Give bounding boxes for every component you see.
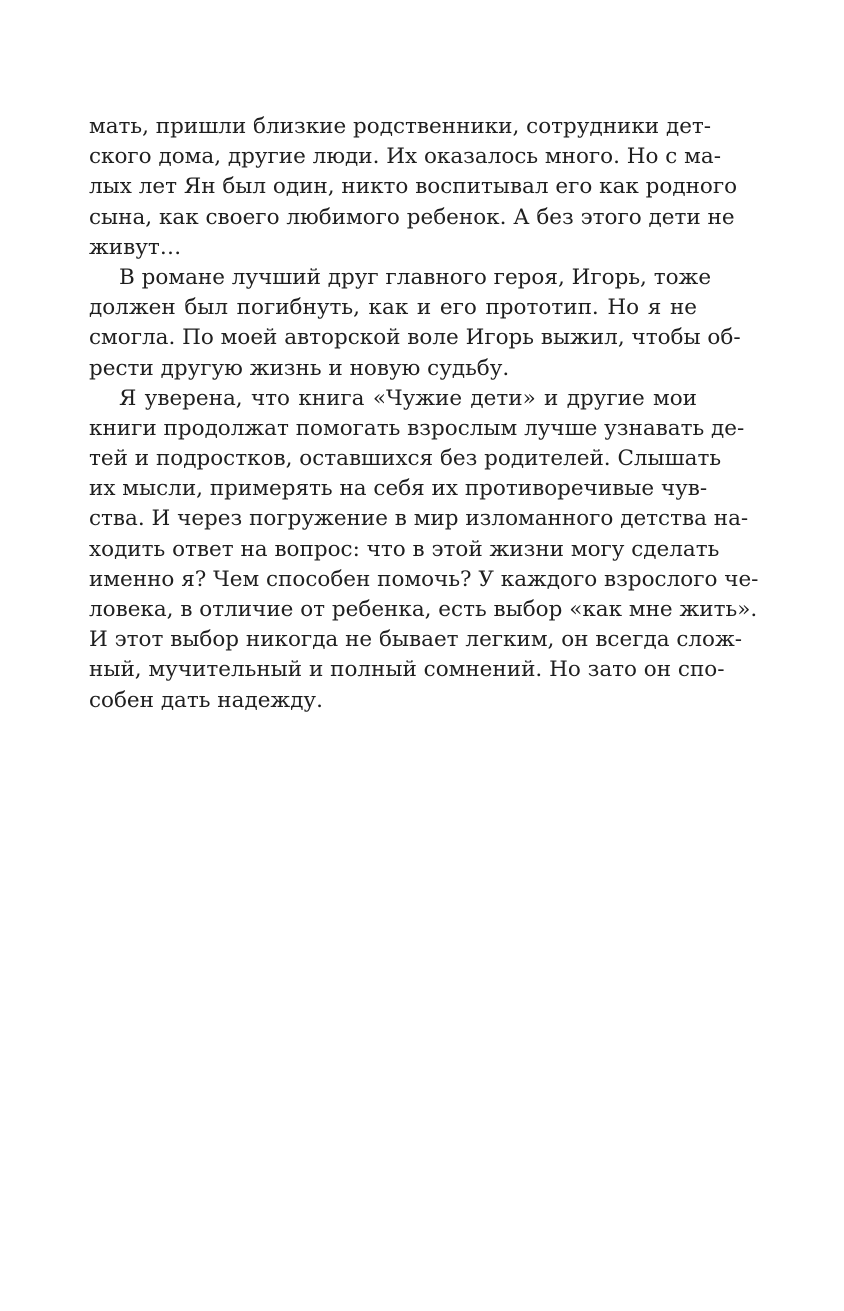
text-line: мать, пришли близкие родственники, сотрудники дет- (89, 114, 712, 139)
text-line: ского дома, другие люди. Их оказалось много. Но с ма- (89, 144, 721, 170)
text-line: ный, мучительный и полный сомнений. Но зато он спо- (89, 657, 725, 683)
text-line: должен был погибнуть, как и его прототип. Но я не (89, 295, 697, 321)
paragraph-2 (89, 263, 741, 384)
paragraph-3 (89, 384, 759, 716)
text-line: лых лет Ян был один, никто воспитывал его как родного (89, 174, 738, 200)
text-line: живут… (89, 234, 182, 260)
text-line: их мысли, примерять на себя их противоречивые чув- (89, 476, 708, 502)
text-line: книги продолжат помогать взрослым лучше узнавать де- (89, 415, 745, 441)
text-line: именно я? Чем способен помочь? У каждого взрослого че- (89, 566, 759, 592)
body-text (89, 112, 759, 716)
text-line: смогла. По моей авторской воле Игорь выжил, чтобы об- (89, 325, 741, 351)
text-line: собен дать надежду. (89, 687, 323, 713)
text-line: ства. И через погружение в мир изломанного детства на- (89, 506, 749, 532)
text-line: рести другую жизнь и новую судьбу. (89, 355, 510, 381)
text-line: И этот выбор никогда не бывает легким, он всегда слож- (89, 627, 743, 653)
text-line: тей и подростков, оставшихся без родителей. Слышать (89, 446, 722, 472)
paragraph-1 (89, 112, 738, 263)
text-line: ходить ответ на вопрос: что в этой жизни могу сделать (89, 536, 720, 562)
text-line: В романе лучший друг главного героя, Игорь, тоже (119, 264, 712, 290)
text-line: ловека, в отличие от ребенка, есть выбор «как мне жить». (89, 597, 758, 622)
text-line: Я уверена, что книга «Чужие дети» и другие мои (119, 385, 697, 411)
text-line: сына, как своего любимого ребенок. А без этого дети не (89, 204, 735, 230)
